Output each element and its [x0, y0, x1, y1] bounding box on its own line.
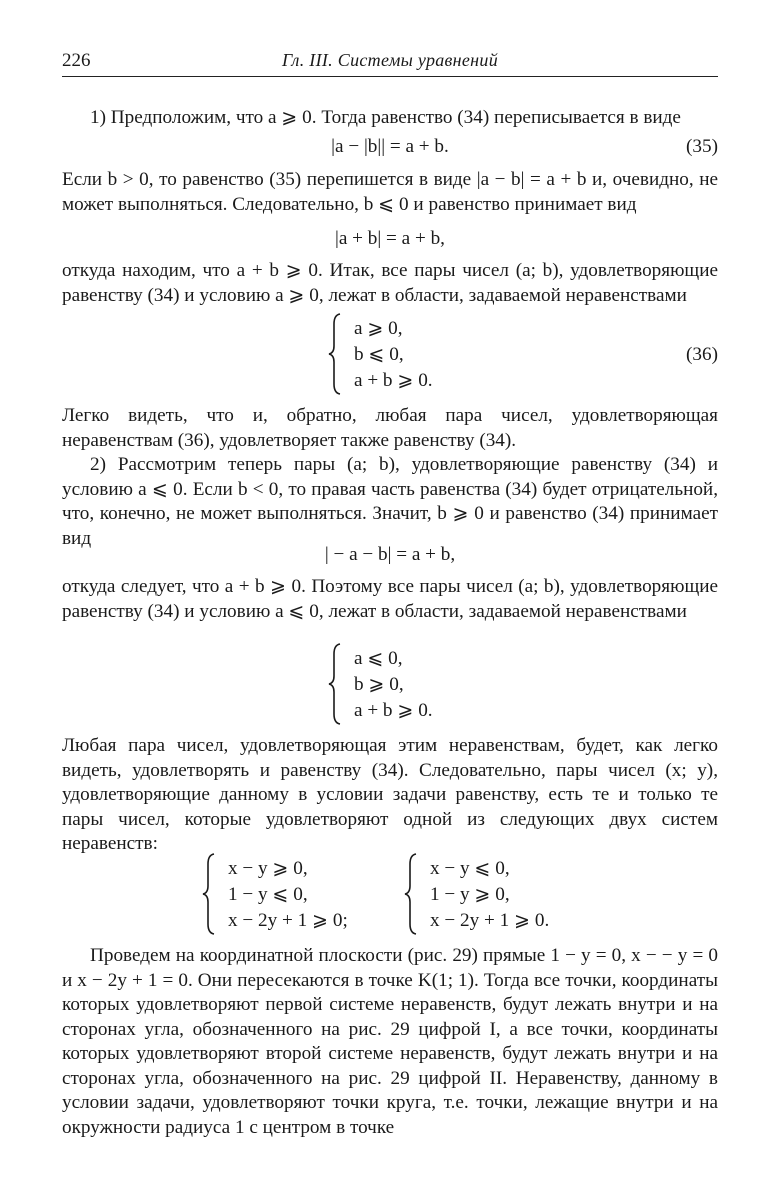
system-2-row-2: b ⩾ 0,: [354, 674, 404, 695]
system-b-row-3: x − 2y + 1 ⩾ 0.: [430, 910, 550, 931]
system-36-number: (36): [686, 344, 718, 365]
system-36-row-1: a ⩾ 0,: [354, 318, 403, 339]
page: [62, 44, 718, 1138]
system-a: [202, 856, 402, 936]
equation-35-text: |a − |b|| = a + b.: [331, 136, 449, 157]
equation-35-number: (35): [686, 136, 718, 157]
system-b-rows: [430, 856, 549, 934]
page-header: [62, 44, 718, 77]
paragraph-3: откуда находим, что a + b ⩾ 0. Итак, все пары чисел (a; b), удовлетворяющие равенству (34) и условию a ⩾ 0, лежат в области, задаваемой неравенствами: [62, 260, 718, 306]
system-b: [404, 856, 604, 936]
system-a-row-3: x − 2y + 1 ⩾ 0;: [228, 910, 348, 931]
system-2: [328, 646, 588, 726]
system-36: [328, 316, 718, 396]
left-brace-icon: [404, 852, 418, 936]
equation-abs-sum: |a + b| = a + b,: [335, 228, 445, 249]
system-2-row-3: a + b ⩾ 0.: [354, 700, 433, 721]
paragraph-4: Легко видеть, что и, обратно, любая пара чисел, удовлетворяющая неравенствам (36), удовлетворяет также равенству (34).: [62, 405, 718, 451]
system-b-row-1: x − y ⩽ 0,: [430, 858, 510, 879]
system-36-rows: [354, 316, 433, 394]
system-a-row-2: 1 − y ⩽ 0,: [228, 884, 308, 905]
page-number: 226: [62, 50, 91, 71]
system-a-rows: [228, 856, 348, 934]
system-36-row-2: b ⩽ 0,: [354, 344, 404, 365]
left-brace-icon: [202, 852, 216, 936]
system-36-row-3: a + b ⩾ 0.: [354, 370, 433, 391]
system-2-rows: [354, 646, 433, 724]
paragraph-6: откуда следует, что a + b ⩾ 0. Поэтому все пары чисел (a; b), удовлетворяющие равенству (34) и условию a ⩽ 0, лежат в области, задаваемой неравенствами: [62, 576, 718, 622]
system-a-row-1: x − y ⩾ 0,: [228, 858, 308, 879]
paragraph-5: 2) Рассмотрим теперь пары (a; b), удовлетворяющие равенству (34) и условию a ⩽ 0. Если b < 0, то правая часть равенства (34) будет отрицательной, что, конечно, не может выполняться. Значит, b ⩾ 0 и равенство (34) принимает вид: [62, 454, 718, 549]
paragraph-1: 1) Предположим, что a ⩾ 0. Тогда равенство (34) переписывается в виде: [90, 107, 681, 128]
paragraph-7: Любая пара чисел, удовлетворяющая этим неравенствам, будет, как легко видеть, удовлетворять и равенству (34). Следовательно, пары чисел (x; y), удовлетворяющие данному в условии задачи равенству, есть те и только те пары чисел, которые удовлетворяют одной из следующих двух систем неравенств:: [62, 735, 718, 854]
system-2-row-1: a ⩽ 0,: [354, 648, 403, 669]
system-b-row-2: 1 − y ⩾ 0,: [430, 884, 510, 905]
left-brace-icon: [328, 642, 342, 726]
equation-neg-abs: | − a − b| = a + b,: [324, 544, 456, 565]
left-brace-icon: [328, 312, 342, 396]
equation-35: [62, 136, 718, 158]
paragraph-2: Если b > 0, то равенство (35) перепишется в виде |a − b| = a + b и, очевидно, не может выполняться. Следовательно, b ⩽ 0 и равенство принимает вид: [62, 169, 718, 215]
running-title: Гл. III. Системы уравнений: [281, 50, 499, 70]
paragraph-8: Проведем на координатной плоскости (рис. 29) прямые 1 − y = 0, x − − y = 0 и x − 2y + 1 = 0. Они пересекаются в точке K(1; 1). Тогда все точки, координаты которых удовлетворяют первой системе неравенств, будут лежать внутри и на сторонах угла, обозначенного на рис. 29 цифрой I, а все точки, координаты которых удовлетворяют второй системе неравенств, будут лежать внутри и на сторонах угла, обозначенного на рис. 29 цифрой II. Неравенству, данному в условии задачи, удовлетворяют точки круга, т.е. точки, лежащие внутри и на окружности радиуса 1 с центром в точке: [62, 945, 718, 1138]
